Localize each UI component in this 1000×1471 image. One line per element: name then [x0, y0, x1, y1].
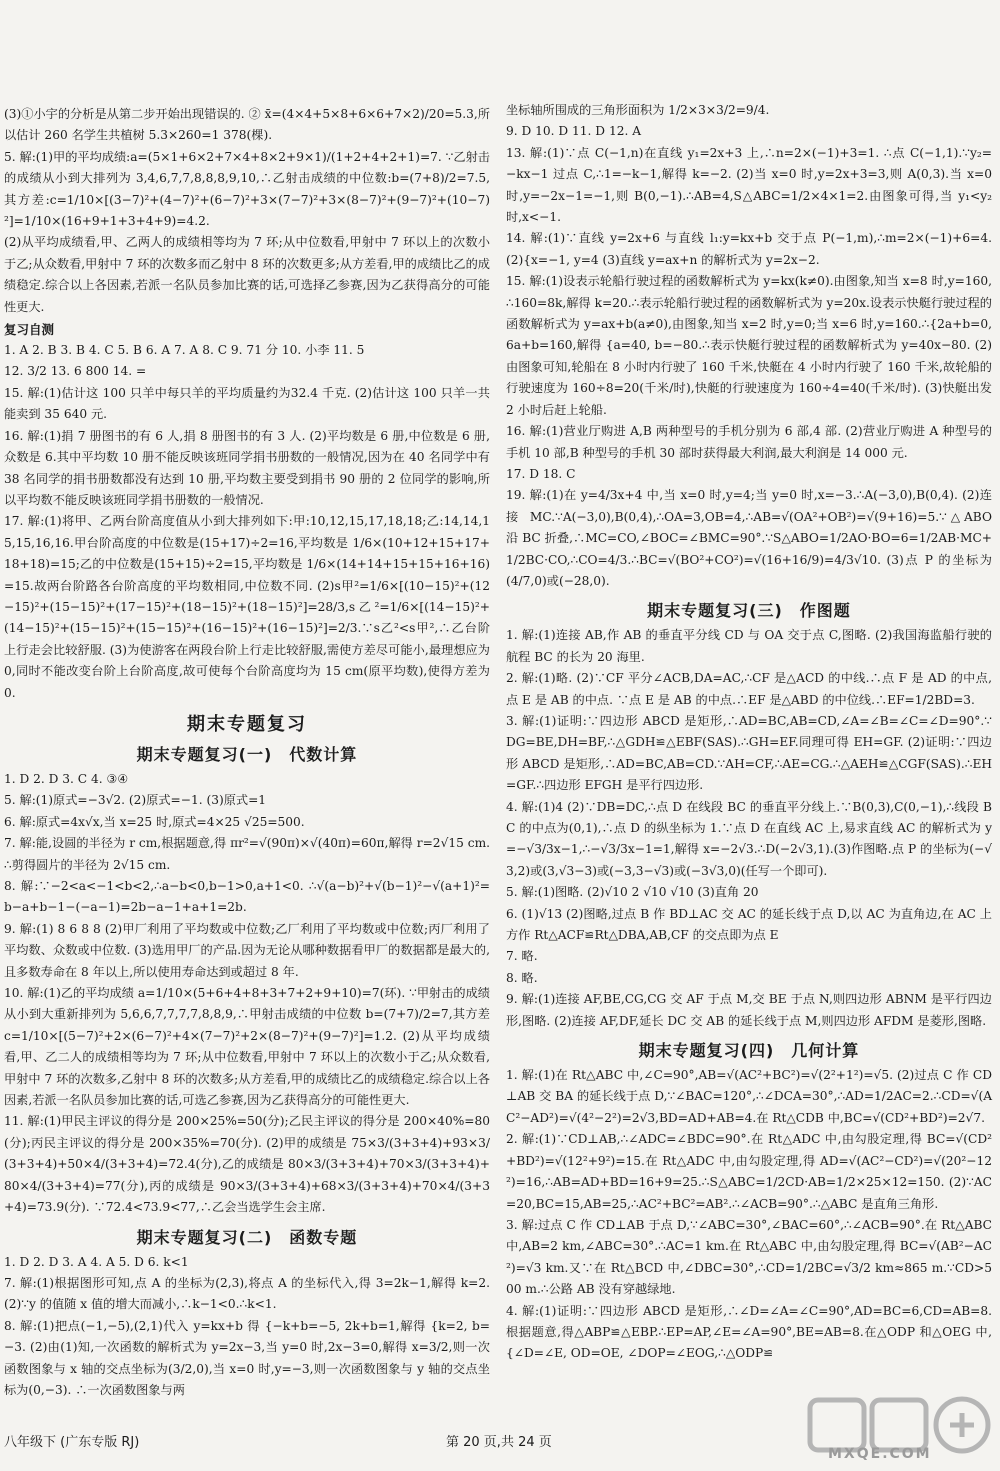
section-heading: 期末专题复习(二) 函数专题 — [136, 1227, 358, 1247]
answer-paragraph: 7. 解:能,设圆的半径为 r cm,根据题意,得 πr²=√(90π)×√(40π)=60π,解得 r=2√15 cm. ∴剪得圆片的半径为 2√15 cm. — [4, 836, 494, 872]
right-column — [506, 100, 996, 1365]
section-heading: 期末专题复习 — [187, 713, 307, 735]
answer-paragraph: 17. 解:(1)将甲、乙两台阶高度值从小到大排列如下:甲:10,12,15,17,18,18;乙:14,14,15,15,16,16.甲台阶高度的中位数是(15+17)÷2=16,平均数是 1/6×(10+12+15+17+18+18)=15;乙的中位数是(15+15)÷2=15,平均数是 1/6×(14+14+15+15+16+16)=15.故两台阶路各台阶高度的平均数相同,中位数不同. (2)s甲²=1/6×[(10−15)²+(12−15)²+(15−15)²+(17−15)²+(18−15)²+(18−15)²]=28/3,s乙²=1/6×[(14−15)²+(14−15)²+(15−15)²+(15−15)²+(16−15)²+(16−15)²]=2/3.∵s乙²<s甲²,∴乙台阶上行走会比较舒服. (3)为使游客在两段台阶上行走比较舒服,需使方差尽可能小,最理想应为 0,同时不能改变台阶上台阶高度,故可使每个台阶高度均为 15 cm(原平均数),使得方差为 0. — [4, 514, 494, 700]
answer-paragraph: (3)①小宇的分析是从第二步开始出现错误的. ② x̄=(4×4+5×8+6×6+7×2)/20=5.3,所以估计 260 名学生共植树 5.3×260=1 378(棵). — [4, 107, 490, 143]
answer-paragraph: 13. 解:(1)∵点 C(−1,n)在直线 y₁=2x+3 上,∴n=2×(−1)+3=1. ∴点 C(−1,1).∵y₂=−kx−1 过点 C,∴1=−k−1,解得 k=−2. (2)当 x=0 时,y=2x+3=3,则 A(0,3).当 x=0 时,y=−2x−1=−1,则 B(0,−1).∴AB=4,S△ABC=1/2×4×1=2.由图象可得,当 y₁<y₂时,x<−1. — [506, 145, 996, 225]
answer-paragraph: 3. 解:(1)证明:∵四边形 ABCD 是矩形,∴AD=BC,AB=CD,∠A=∠B=∠C=∠D=90°.∵DG=BE,DH=BF,∴△GDH≌△EBF(SAS).∴GH=EF.同理可得 EH=GF. (2)证明:∵四边形 ABCD 是矩形,∴AD=BC,AB=CD.∵AH=CF,∴AE=CG.∴△AEH≌△CGF(SAS).∴EH=GF.∴四边形 EFGH 是平行四边形. — [506, 713, 992, 793]
left-column — [4, 104, 494, 1401]
answer-paragraph: 16. 解:(1)捐 7 册图书的有 6 人,捐 8 册图书的有 3 人. (2)平均数是 6 册,中位数是 6 册,众数是 6.其中平均数 10 册不能反映该班同学捐书册数的一般情况,因为在 40 名同学中有 38 名同学的捐书册数都没有达到 10 册,平均数主要受到捐书 90 册的 2 位同学的影响,所以平均数不能反映该班同学捐书册数的一般情况. — [4, 428, 494, 507]
answer-paragraph: 10. 解:(1)乙的平均成绩 a=1/10×(5+6+4+8+3+7+2+9+10)=7(环). ∵甲射击的成绩从小到大重新排列为 5,6,6,7,7,7,7,8,8,9,∴甲射击成绩的中位数 b=(7+7)/2=7,其方差 c=1/10×[(5−7)²+2×(6−7)²+4×(7−7)²+2×(8−7)²+(9−7)²]=1.2. (2)从平均成绩看,甲、乙二人的成绩相等均为 7 环;从中位数看,甲射中 7 环以上的次数小于乙;从众数看,甲射中 7 环的次数多,乙射中 8 环的次数多;从方差看,甲的成绩比乙的成绩稳定.综合以上各因素,若派一名队员参加比赛的话,可选乙参赛,因为乙获得高分的可能性更大. — [4, 986, 494, 1108]
answer-paragraph: 1. D 2. D 3. C 4. ③④ — [4, 771, 129, 786]
answer-paragraph: 6. 解:原式=4x√x,当 x=25 时,原式=4×25 √25=500. — [4, 814, 305, 829]
answer-paragraph: 5. 解:(1)甲的平均成绩:a=(5×1+6×2+7×4+8×2+9×1)/(1+2+4+2+1)=7. ∵乙射击的成绩从小到大排列为 3,4,6,7,7,8,8,8,9,10,∴乙射击成绩的中位数:b=(7+8)/2=7.5,其方差:c=1/10×[(3−7)²+(4−7)²+(6−7)²+3×(7−7)²+3×(8−7)²+(9−7)²+(10−7)²]=1/10×(16+9+1+3+4+9)=4.2. — [4, 149, 490, 229]
answer-paragraph: 1. 解:(1)在 Rt△ABC 中,∠C=90°,AB=√(AC²+BC²)=√(2²+1²)=√5. (2)过点 C 作 CD⊥AB 交 BA 的延长线于点 D,∵∠BAC=120°,∴∠DCA=30°,∴AD=1/2AC=2.∴CD=√(AC²−AD²)=√(4²−2²)=2√3,BD=AD+AB=4.在 Rt△CDB 中,BC=√(CD²+BD²)=2√7. — [506, 1068, 992, 1125]
answer-paragraph: (2)从平均成绩看,甲、乙两人的成绩相等均为 7 环;从中位数看,甲射中 7 环以上的次数小于乙;从众数看,甲射中 7 环的次数多而乙射中 8 环的次数更多;从方差看,甲的成绩比乙的成绩稳定.综合以上各因素,若派一名队员参加比赛的话,可选择乙参赛,因为乙获得高分的可能性更大. — [4, 235, 490, 314]
answer-paragraph: 1. 解:(1)连接 AB,作 AB 的垂直平分线 CD 与 OA 交于点 C,图略. (2)我国海监船行驶的航程 BC 的长为 20 海里. — [506, 628, 992, 664]
answer-paragraph: 11. 解:(1)甲民主评议的得分是 200×25%=50(分);乙民主评议的得分是 200×40%=80(分);丙民主评议的得分是 200×35%=70(分). (2)甲的成绩是 75×3/(3+3+4)+93×3/(3+3+4)+50×4/(3+3+4)=72.4(分),乙的成绩是 80×3/(3+3+4)+70×3/(3+3+4)+80×4/(3+3+4)=77(分),丙的成绩是 90×3/(3+3+4)+68×3/(3+3+4)+70×4/(3+3+4)=73.9(分). ∵72.4<73.9<77,∴乙会当选学生会主席. — [4, 1114, 490, 1215]
answer-paragraph: 1. D 2. D 3. A 4. A 5. D 6. k<1 — [4, 1254, 189, 1269]
answer-paragraph: 16. 解:(1)营业厅购进 A,B 两种型号的手机分别为 6 部,4 部. (2)营业厅购进 A 种型号的手机 10 部,B 种型号的手机 30 部时获得最大利润,最大利润是 14 000 元. — [506, 424, 992, 460]
answer-paragraph: 8. 解:∵−2<a<−1<b<2,∴a−b<0,b−1>0,a+1<0. ∴√(a−b)²+√(b−1)²−√(a+1)²=b−a+b−1−(−a−1)=2b−a−1+a+1=2b. — [4, 879, 490, 915]
answer-paragraph: 7. 解:(1)根据图形可知,点 A 的坐标为(2,3),将点 A 的坐标代入,得 3=2k−1,解得 k=2. (2)∵y 的值随 x 值的增大而减小,∴k−1<0.∴k<1. — [4, 1275, 494, 1312]
page-number: 第 20 页,共 24 页 — [446, 1435, 552, 1450]
answer-paragraph: 8. 解:(1)把点(−1,−5),(2,1)代入 y=kx+b 得 {−k+b=−5, 2k+b=1,解得 {k=2, b=−3. (2)由(1)知,一次函数的解析式为 y=2x−3,当 y=0 时,2x−3=0,解得 x=3/2,则一次函数图象与 x 轴的交点坐标为(3/2,0),当 x=0 时,y=−3,则一次函数图象与 y 轴的交点坐标为(0,−3). ∴一次函数图象与两 — [4, 1318, 490, 1397]
review-heading: 复习自测 — [4, 322, 55, 338]
answer-paragraph: 19. 解:(1)在 y=4/3x+4 中,当 x=0 时,y=4;当 y=0 时,x=−3.∴A(−3,0),B(0,4). (2)连接 MC.∵A(−3,0),B(0,4),∴OA=3,OB=4,∴AB=√(OA²+OB²)=√(9+16)=5.∵△ABO 沿 BC 折叠,∴MC=CO,∠BOC=∠BMC=90°.∵S△ABO=1/2AO·BO=6=1/2AB·MC+1/2BC·CO,∴CO=4/3.∴BC=√(BO²+CO²)=√(16+16/9)=4/3√10. (3)点 P 的坐标为(4/7,0)或(−28,0). — [506, 488, 996, 588]
answer-paragraph: 5. 解:(1)图略. (2)√10 2 √10 √10 (3)直角 20 — [506, 885, 759, 900]
watermark-text: MXQE.COM — [828, 1446, 932, 1462]
section-heading: 期末专题复习(一) 代数计算 — [136, 744, 358, 764]
answer-paragraph: 5. 解:(1)原式=−3√2. (2)原式=−1. (3)原式=1 — [4, 793, 267, 808]
answer-paragraph: 4. 解:(1)证明:∵四边形 ABCD 是矩形,∴∠D=∠A=∠C=90°,AD=BC=6,CD=AB=8.根据题意,得△ABP≌△EBP.∴EP=AP,∠E=∠A=90°,BE=AB=8.在△ODP 和△OEG 中,{∠D=∠E, OD=OE, ∠DOP=∠EOG,∴△ODP≌ — [506, 1303, 992, 1361]
section-heading: 期末专题复习(三) 作图题 — [647, 601, 851, 621]
grade-label: 八年级下 (广东专版 RJ) — [4, 1435, 140, 1450]
answer-paragraph: 9. D 10. D 11. D 12. A — [506, 124, 642, 139]
answer-paragraph: 12. 3/2 13. 6 800 14. = — [4, 364, 147, 379]
answer-paragraph: 2. 解:(1)∵CD⊥AB,∴∠ADC=∠BDC=90°.在 Rt△ADC 中,由勾股定理,得 BC=√(CD²+BD²)=√(12²+9²)=15.在 Rt△ADC 中,由勾股定理,得 AD=√(AC²−CD²)=√(20²−12²)=16,∴AB=AD+BD=16+9=25.∴S△ABC=1/2CD·AB=1/2×25×12=150. (2)∵AC=20,BC=15,AB=25,∴AC²+BC²=AB².∴∠ACB=90°.∴△ABC 是直角三角形. — [506, 1132, 992, 1211]
answer-paragraph: 3. 解:过点 C 作 CD⊥AB 于点 D,∵∠ABC=30°,∠BAC=60°,∴∠ACB=90°.在 Rt△ABC 中,AB=2 km,∠ABC=30°.∴AC=1 km.在 Rt△ABC 中,由勾股定理,得 BC=√(AB²−AC²)=√3 km.又∵在 Rt△BCD 中,∠DBC=30°,∴CD=1/2BC=√3/2 km≈865 m.∵CD>500 m.∴公路 AB 没有穿越绿地. — [506, 1217, 996, 1297]
answer-paragraph: 9. 解:(1) 8 6 8 8 (2)甲厂利用了平均数或中位数;乙厂利用了平均数或中位数;丙厂利用了平均数、众数或中位数. (3)选用甲厂的产品.因为无论从哪种数据看甲厂的数据都是最大的,且多数寿命在 8 年以上,所以使用寿命达到或超过 8 年. — [4, 921, 490, 979]
answer-paragraph: 6. (1)√13 (2)图略,过点 B 作 BD⊥AC 交 AC 的延长线于点 D,以 AC 为直角边,在 AC 上方作 Rt△ACF≌Rt△DBA,AB,CF 的交点即为点 E — [506, 906, 992, 943]
answer-paragraph: 坐标轴所围成的三角形面积为 1/2×3×3/2=9/4. — [506, 103, 770, 117]
answer-paragraph: 17. D 18. C — [506, 466, 576, 481]
answer-paragraph: 8. 略. — [506, 970, 538, 985]
answer-paragraph: 15. 解:(1)设表示轮船行驶过程的函数解析式为 y=kx(k≠0).由图象,知当 x=8 时,y=160,∴160=8k,解得 k=20.∴表示轮船行驶过程的函数解析式为 y=20x.设表示快艇行驶过程的函数解析式为 y=ax+b(a≠0),由图象,知当 x=2 时,y=0;当 x=6 时,y=160.∴{2a+b=0, 6a+b=160,解得 {a=40, b=−80.∴表示快艇行驶过程的函数解析式为 y=40x−80. (2)由图象可知,轮船在 8 小时内行驶了 160 千米,快艇在 4 小时内行驶了 160 千米,故轮船的行驶速度为 160÷8=20(千米/时),快艇的行驶速度为 160÷4=40(千米/时). (3)快艇出发 2 小时后赶上轮船. — [506, 274, 996, 417]
answer-paragraph: 1. A 2. B 3. B 4. C 5. B 6. A 7. A 8. C 9. 71 分 10. 小李 11. 5 — [4, 343, 365, 358]
answer-paragraph: 15. 解:(1)估计这 100 只羊中每只羊的平均质量约为32.4 千克. (2)估计这 100 只羊一共能卖到 35 640 元. — [4, 385, 490, 422]
answer-paragraph: 4. 解:(1)4 (2)∵DB=DC,∴点 D 在线段 BC 的垂直平分线上.∵B(0,3),C(0,−1),∴线段 BC 的中点为(0,1),∴点 D 的纵坐标为 1.∵点 D 在直线 AC 上,易求直线 AC 的解析式为 y=−√3/3x−1,∴−√3/3x−1=1,解得 x=−2√3.∴D(−2√3,1).(3)作图略.点 P 的坐标为(−√3,2)或(3,√3−3)或(−3,3−√3)或(−3√3,0)(任写一个即可). — [506, 799, 992, 878]
answer-paragraph: 14. 解:(1)∵直线 y=2x+6 与直线 l₁:y=kx+b 交于点 P(−1,m),∴m=2×(−1)+6=4. (2){x=−1, y=4 (3)直线 y=ax+n 的解析式为 y=2x−2. — [506, 231, 996, 267]
section-heading: 期末专题复习(四) 几何计算 — [638, 1041, 860, 1061]
answer-paragraph: 9. 解:(1)连接 AF,BE,CG,CG 交 AF 于点 M,交 BE 于点 N,则四边形 ABNM 是平行四边形,图略. (2)连接 AF,DF,延长 DC 交 AB 的延长线于点 M,则四边形 AFDM 是菱形,图略. — [506, 992, 992, 1028]
answer-paragraph: 7. 略. — [506, 949, 538, 964]
answer-paragraph: 2. 解:(1)略. (2)∵CF 平分∠ACB,DA=AC,∴CF 是△ACD 的中线.∴点 F 是 AD 的中点,点 E 是 AB 的中点. ∵点 E 是 AB 的中点.∴EF 是△ABD 的中位线.∴EF=1/2BD=3. — [506, 671, 992, 707]
